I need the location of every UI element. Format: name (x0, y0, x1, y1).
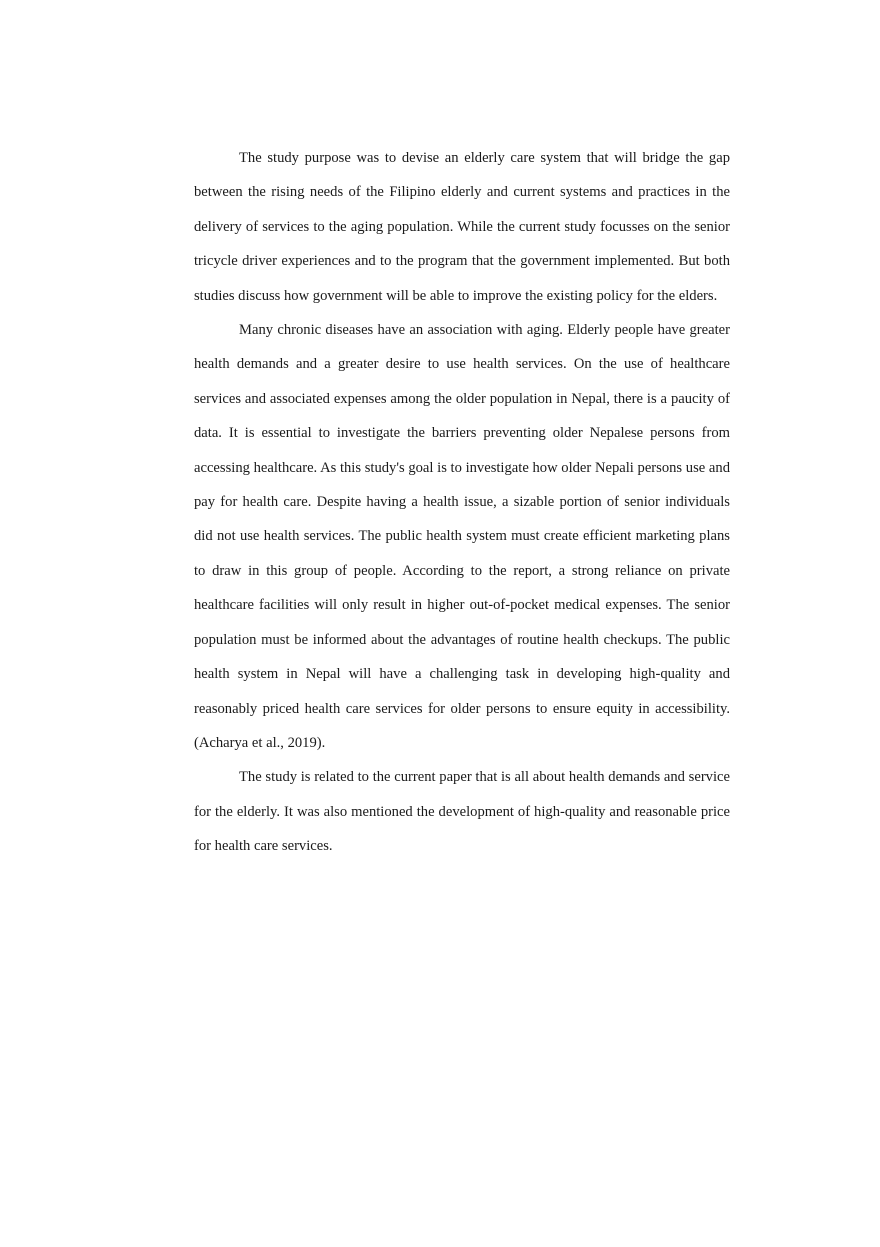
document-body (194, 141, 730, 864)
paragraph-elderly-care-system: The study purpose was to devise an elderly care system that will bridge the gap between the rising needs of the Filipino elderly and current systems and practices in the delivery of services to the aging population. While the current study focusses on the senior tricycle driver experiences and to the program that the government implemented. But both studies discuss how government will be able to improve the existing policy for the elders. (194, 150, 730, 304)
paragraph-chronic-diseases-nepal: Many chronic diseases have an association with aging. Elderly people have greater health demands and a greater desire to use health services. On the use of healthcare services and associated expenses among the older population in Nepal, there is a paucity of data. It is essential to investigate the barriers preventing older Nepalese persons from accessing healthcare. As this study's goal is to investigate how older Nepali persons use and pay for health care. Despite having a health issue, a sizable portion of senior individuals did not use health services. The public health system must create efficient marketing plans to draw in this group of people. According to the report, a strong reliance on private healthcare facilities will only result in higher out-of-pocket medical expenses. The senior population must be informed about the advantages of routine health checkups. The public health system in Nepal will have a challenging task in developing high-quality and reasonably priced health care services for older persons to ensure equity in accessibility. (Acharya et al., 2019). (194, 322, 730, 751)
paragraph-relation-to-current-paper: The study is related to the current paper that is all about health demands and service for the elderly. It was also mentioned the development of high-quality and reasonable price for health care services. (194, 769, 730, 855)
